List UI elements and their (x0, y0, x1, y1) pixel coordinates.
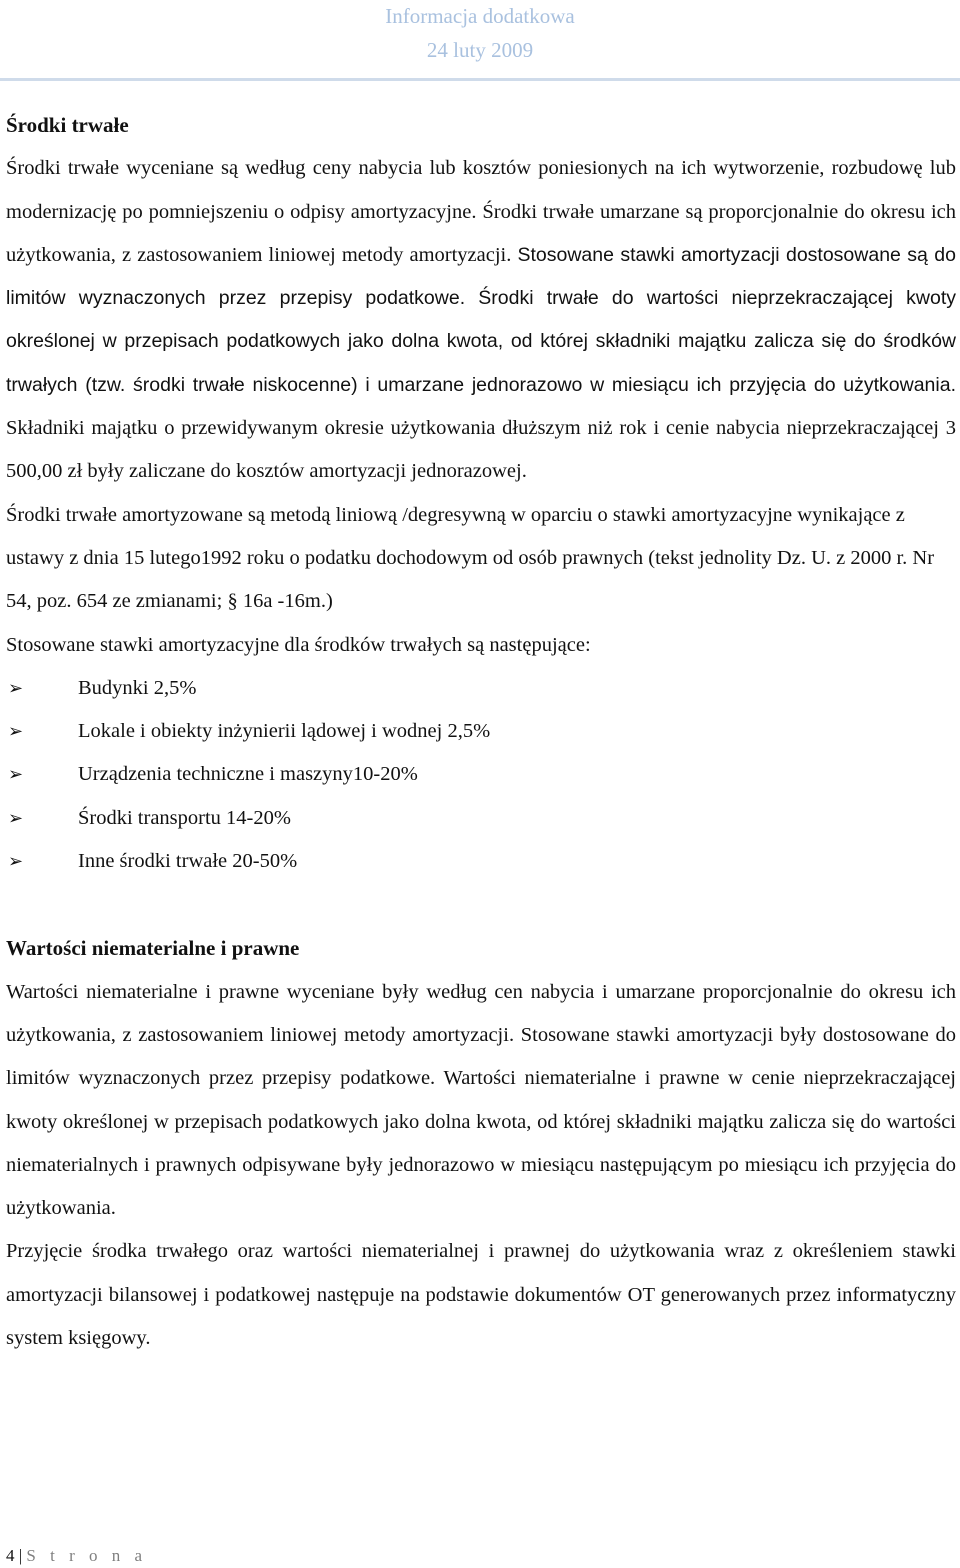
header-title: Informacja dodatkowa (385, 4, 575, 28)
page-footer (6, 1546, 147, 1566)
footer-separator: | (14, 1546, 27, 1565)
list-item-text: Lokale i obiekty inżynierii lądowej i wodnej 2,5% (78, 720, 491, 743)
arrow-bullet-icon: ➢ (8, 721, 24, 743)
paragraph-text: Środki trwałe wyceniane są według ceny nabycia lub kosztów poniesionych na ich wytworzenie, rozbudowę lub modernizację po pomniejszeniu o odpisy amortyzacyjne. Środki trwałe umarzane są proporcjonalnie do okresu ich użytkowania, z zastosowaniem liniowej metody amortyzacji. (6, 157, 956, 266)
list-item (6, 797, 956, 840)
list-item-text: Środki transportu 14-20% (78, 806, 291, 829)
arrow-bullet-icon: ➢ (8, 851, 24, 873)
list-item (6, 710, 956, 753)
paragraph-text: Składniki majątku o przewidywanym okresie użytkowania dłuższym niż rok i cenie nabycia nieprzekraczającej 3 500,00 zł były zaliczane do kosztów amortyzacji jednorazowej. (6, 417, 956, 483)
section-heading-fixed-assets: Środki trwałe (6, 113, 129, 137)
section-heading-intangibles: Wartości niematerialne i prawne (6, 936, 300, 961)
arrow-bullet-icon: ➢ (8, 677, 24, 699)
header-date: 24 luty 2009 (426, 38, 534, 62)
list-item-text: Urządzenia techniczne i maszyny10-20% (78, 763, 418, 786)
list-item (6, 753, 956, 796)
document-body (6, 104, 956, 1360)
arrow-bullet-icon: ➢ (8, 807, 24, 829)
header-divider (0, 78, 960, 81)
paragraph-intangibles-valuation: Wartości niematerialne i prawne wyceniane były według cen nabycia i umarzane proporcjonalnie do okresu ich użytkowania, z zastosowaniem liniowej metody amortyzacji. Stosowane stawki amortyzacji były dostosowane do limitów wyznaczonych przez przepisy podatkowe. Wartości niematerialne i prawne w cenie nieprzekraczającej kwoty określonej w przepisach podatkowych jako dolna kwota, od której składniki majątku zalicza się do wartości niematerialnych i prawnych odpisywane były jednorazowo w miesiącu następującym po miesiącu ich przyjęcia do użytkowania. (6, 980, 956, 1220)
list-item-text: Inne środki trwałe 20-50% (78, 850, 298, 873)
section-spacer (6, 883, 956, 927)
paragraph-fixed-assets-valuation (6, 147, 956, 493)
page-label: S t r o n a (26, 1546, 148, 1565)
paragraph-depreciation-method: Środki trwałe amortyzowane są metodą liniową /degresywną w oparciu o stawki amortyzacyjne wynikające z ustawy z dnia 15 lutego1992 roku o podatku dochodowym od osób prawnych (tekst jednolity Dz. U. z 2000 r. Nr 54, poz. 654 ze zmianami; § 16a -16m.) (6, 503, 935, 613)
list-item (6, 840, 956, 883)
list-item (6, 667, 956, 710)
page-number: 4 (6, 1546, 15, 1565)
paragraph-ot-documents: Przyjęcie środka trwałego oraz wartości niematerialnej i prawnej do użytkowania wraz z określeniem stawki amortyzacji bilansowej i podatkowej następuje na podstawie dokumentów OT generowanych przez informatyczny system księgowy. (6, 1240, 956, 1350)
paragraph-text: Stosowane stawki amortyzacji dostosowane są do limitów wyznaczonych przez przepisy podatkowe. Środki trwałe do wartości nieprzekraczającej kwoty określonej w przepisach podatkowych jako dolna kwota, od której składniki majątku zalicza się do środków trwałych (tzw. środki trwałe niskocenne) i umarzane jednorazowo w miesiącu ich przyjęcia do użytkowania. (6, 243, 957, 396)
depreciation-rates-list (6, 667, 956, 883)
list-item-text: Budynki 2,5% (78, 676, 197, 699)
paragraph-rates-intro: Stosowane stawki amortyzacyjne dla środków trwałych są następujące: (6, 633, 591, 656)
arrow-bullet-icon: ➢ (8, 764, 24, 786)
